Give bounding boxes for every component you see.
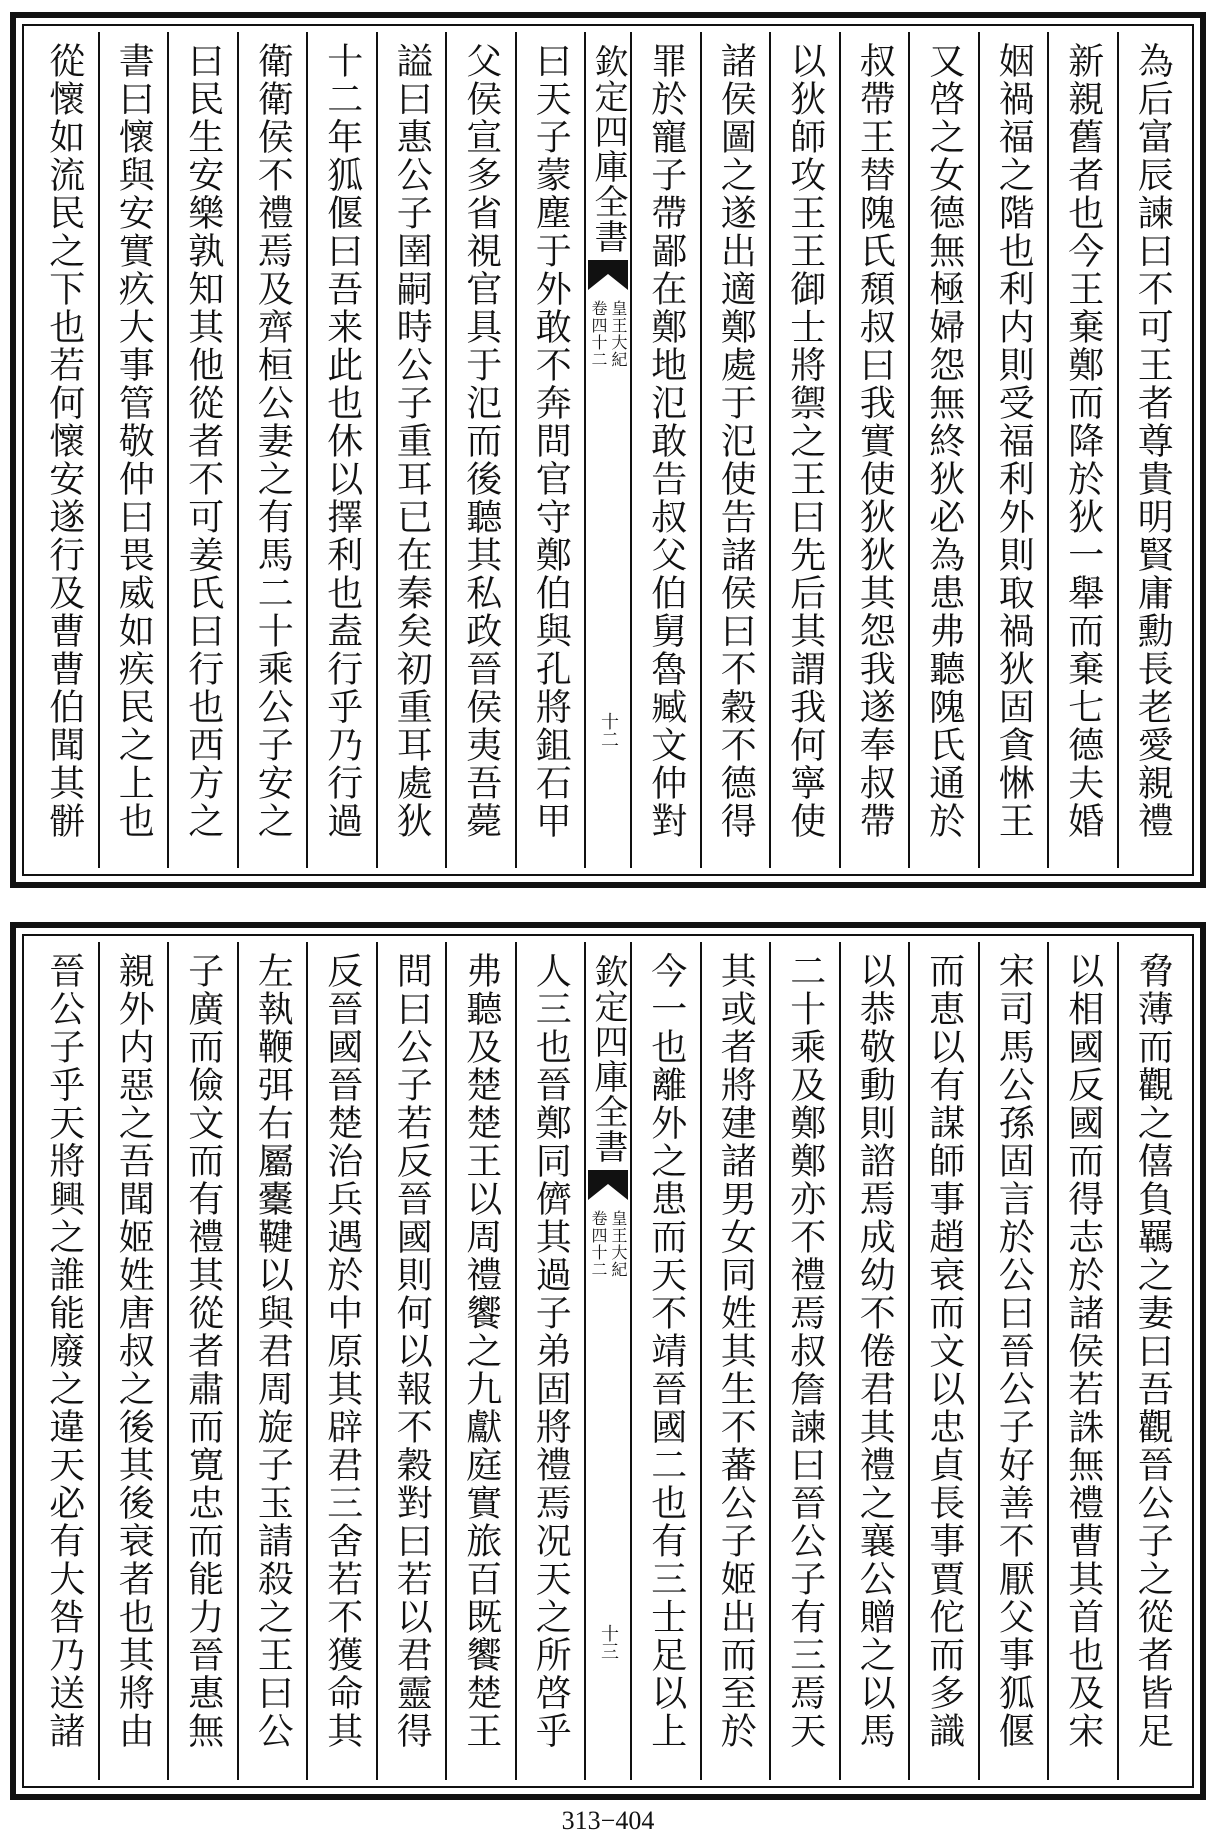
column-text: 姻禍福之階也利内則受福利外則取禍狄固貪惏王	[993, 42, 1035, 840]
center-margin-column	[584, 942, 630, 1780]
page-panel-lower	[10, 922, 1206, 1800]
text-column	[1047, 32, 1117, 868]
fishtail-mark-icon	[588, 1170, 628, 1200]
column-text: 從懷如流民之下也若何懷安遂行及曹曹伯聞其骿	[43, 42, 85, 840]
column-text: 其或者將建諸男女同姓其生不蕃公子姬出而至於	[715, 952, 757, 1750]
text-column	[978, 32, 1048, 868]
page-number: 313−404	[561, 1806, 655, 1835]
fishtail-mark-icon	[588, 260, 628, 290]
text-column	[700, 32, 770, 868]
text-column	[306, 32, 376, 868]
text-column	[515, 32, 585, 868]
column-text: 問曰公子若反晉國則何以報不穀對曰若以君靈得	[391, 952, 433, 1750]
column-text: 叔帶王替隗氏頹叔曰我實使狄狄其怨我遂奉叔帶	[854, 42, 896, 840]
column-text: 宋司馬公孫固言於公曰晉公子好善不厭父事狐偃	[993, 952, 1035, 1750]
column-text: 今一也離外之患而天不靖晉國二也有三士足以上	[645, 952, 687, 1750]
column-text: 以狄師攻王王御士將禦之王曰先后其謂我何寧使	[784, 42, 826, 840]
column-text: 為后富辰諫曰不可王者尊貴明賢庸勳長老愛親禮	[1132, 42, 1174, 840]
text-column	[978, 942, 1048, 1780]
center-subtitle	[589, 300, 627, 368]
text-column	[1047, 942, 1117, 1780]
text-columns-upper	[30, 32, 1186, 868]
column-text: 曰天子蒙塵于外敢不奔問官守鄭伯與孔將鉏石甲	[530, 42, 572, 840]
text-column	[839, 942, 909, 1780]
volume-number: 卷四十二	[589, 1210, 608, 1278]
text-column	[376, 32, 446, 868]
text-column	[445, 942, 515, 1780]
column-text: 子廣而儉文而有禮其從者肅而寛忠而能力晉惠無	[182, 952, 224, 1750]
text-column	[445, 32, 515, 868]
volume-number: 卷四十二	[589, 300, 608, 368]
text-columns-lower	[30, 942, 1186, 1780]
column-text: 以恭敬動則諮焉成幼不倦君其禮之襄公贈之以馬	[854, 952, 896, 1750]
column-text: 親外内惡之吾聞姬姓唐叔之後其後衰者也其將由	[113, 952, 155, 1750]
column-text: 晉公子乎天將興之誰能廢之違天必有大咎乃送諸	[43, 952, 85, 1750]
text-column	[30, 32, 98, 868]
column-text: 諸侯圖之遂出適鄭處于氾使告諸侯曰不穀不德得	[715, 42, 757, 840]
column-text: 十二年狐偃曰吾来此也休以擇利也盍行乎乃行過	[321, 42, 363, 840]
book-title: 欽定四庫全書	[588, 954, 628, 1164]
center-margin-column	[584, 32, 630, 868]
column-text: 又啓之女德無極婦怨無終狄必為患弗聽隗氏通於	[923, 42, 965, 840]
center-subtitle	[589, 1210, 627, 1278]
text-column	[376, 942, 446, 1780]
folio-number: 十三	[598, 1624, 619, 1660]
text-column	[630, 32, 700, 868]
text-column	[630, 942, 700, 1780]
text-column	[306, 942, 376, 1780]
book-title: 欽定四庫全書	[588, 44, 628, 254]
text-column	[700, 942, 770, 1780]
column-text: 脅薄而觀之僖負羈之妻曰吾觀晉公子之從者皆足	[1132, 952, 1174, 1750]
column-text: 以相國反國而得志於諸侯若誅無禮曹其首也及宋	[1062, 952, 1104, 1750]
text-column	[1117, 942, 1187, 1780]
column-text: 謚曰惠公子圉嗣時公子重耳已在秦矣初重耳處狄	[391, 42, 433, 840]
column-text: 而恵以有謀師事趙衰而文以忠貞長事賈佗而多識	[923, 952, 965, 1750]
work-title: 皇王大紀	[609, 1210, 628, 1278]
text-column	[98, 942, 168, 1780]
text-column	[98, 32, 168, 868]
text-column	[769, 32, 839, 868]
page-panel-upper	[10, 12, 1206, 888]
text-column	[515, 942, 585, 1780]
column-text: 弗聽及楚楚王以周禮饗之九獻庭實旅百既饗楚王	[460, 952, 502, 1750]
column-text: 人三也晉鄭同儕其過子弟固將禮焉况天之所啓乎	[530, 952, 572, 1750]
text-column	[167, 32, 237, 868]
column-text: 曰民生安樂孰知其他從者不可姜氏曰行也西方之	[182, 42, 224, 840]
text-column	[167, 942, 237, 1780]
column-text: 左執鞭弭右屬櫜鞬以與君周旋子玉請殺之王曰公	[252, 952, 294, 1750]
text-column	[237, 32, 307, 868]
column-text: 罪於寵子帶鄙在鄭地氾敢告叔父伯舅魯臧文仲對	[645, 42, 687, 840]
column-text: 反晉國晉楚治兵遇於中原其辟君三舍若不獲命其	[321, 952, 363, 1750]
column-text: 二十乘及鄭鄭亦不禮焉叔詹諫曰晉公子有三焉天	[784, 952, 826, 1750]
work-title: 皇王大紀	[609, 300, 628, 368]
column-text: 書曰懷與安實疚大事管敬仲曰畏威如疾民之上也	[113, 42, 155, 840]
text-column	[1117, 32, 1187, 868]
text-column	[908, 32, 978, 868]
text-column	[839, 32, 909, 868]
text-column	[30, 942, 98, 1780]
column-text: 父侯宣多省視官具于氾而後聽其私政晉侯夷吾薨	[460, 42, 502, 840]
folio-number: 十二	[598, 712, 619, 748]
text-column	[237, 942, 307, 1780]
text-column	[908, 942, 978, 1780]
column-text: 新親舊者也今王棄鄭而降於狄一舉而棄七德夫婚	[1062, 42, 1104, 840]
column-text: 衛衛侯不禮焉及齊桓公妻之有馬二十乘公子安之	[252, 42, 294, 840]
text-column	[769, 942, 839, 1780]
